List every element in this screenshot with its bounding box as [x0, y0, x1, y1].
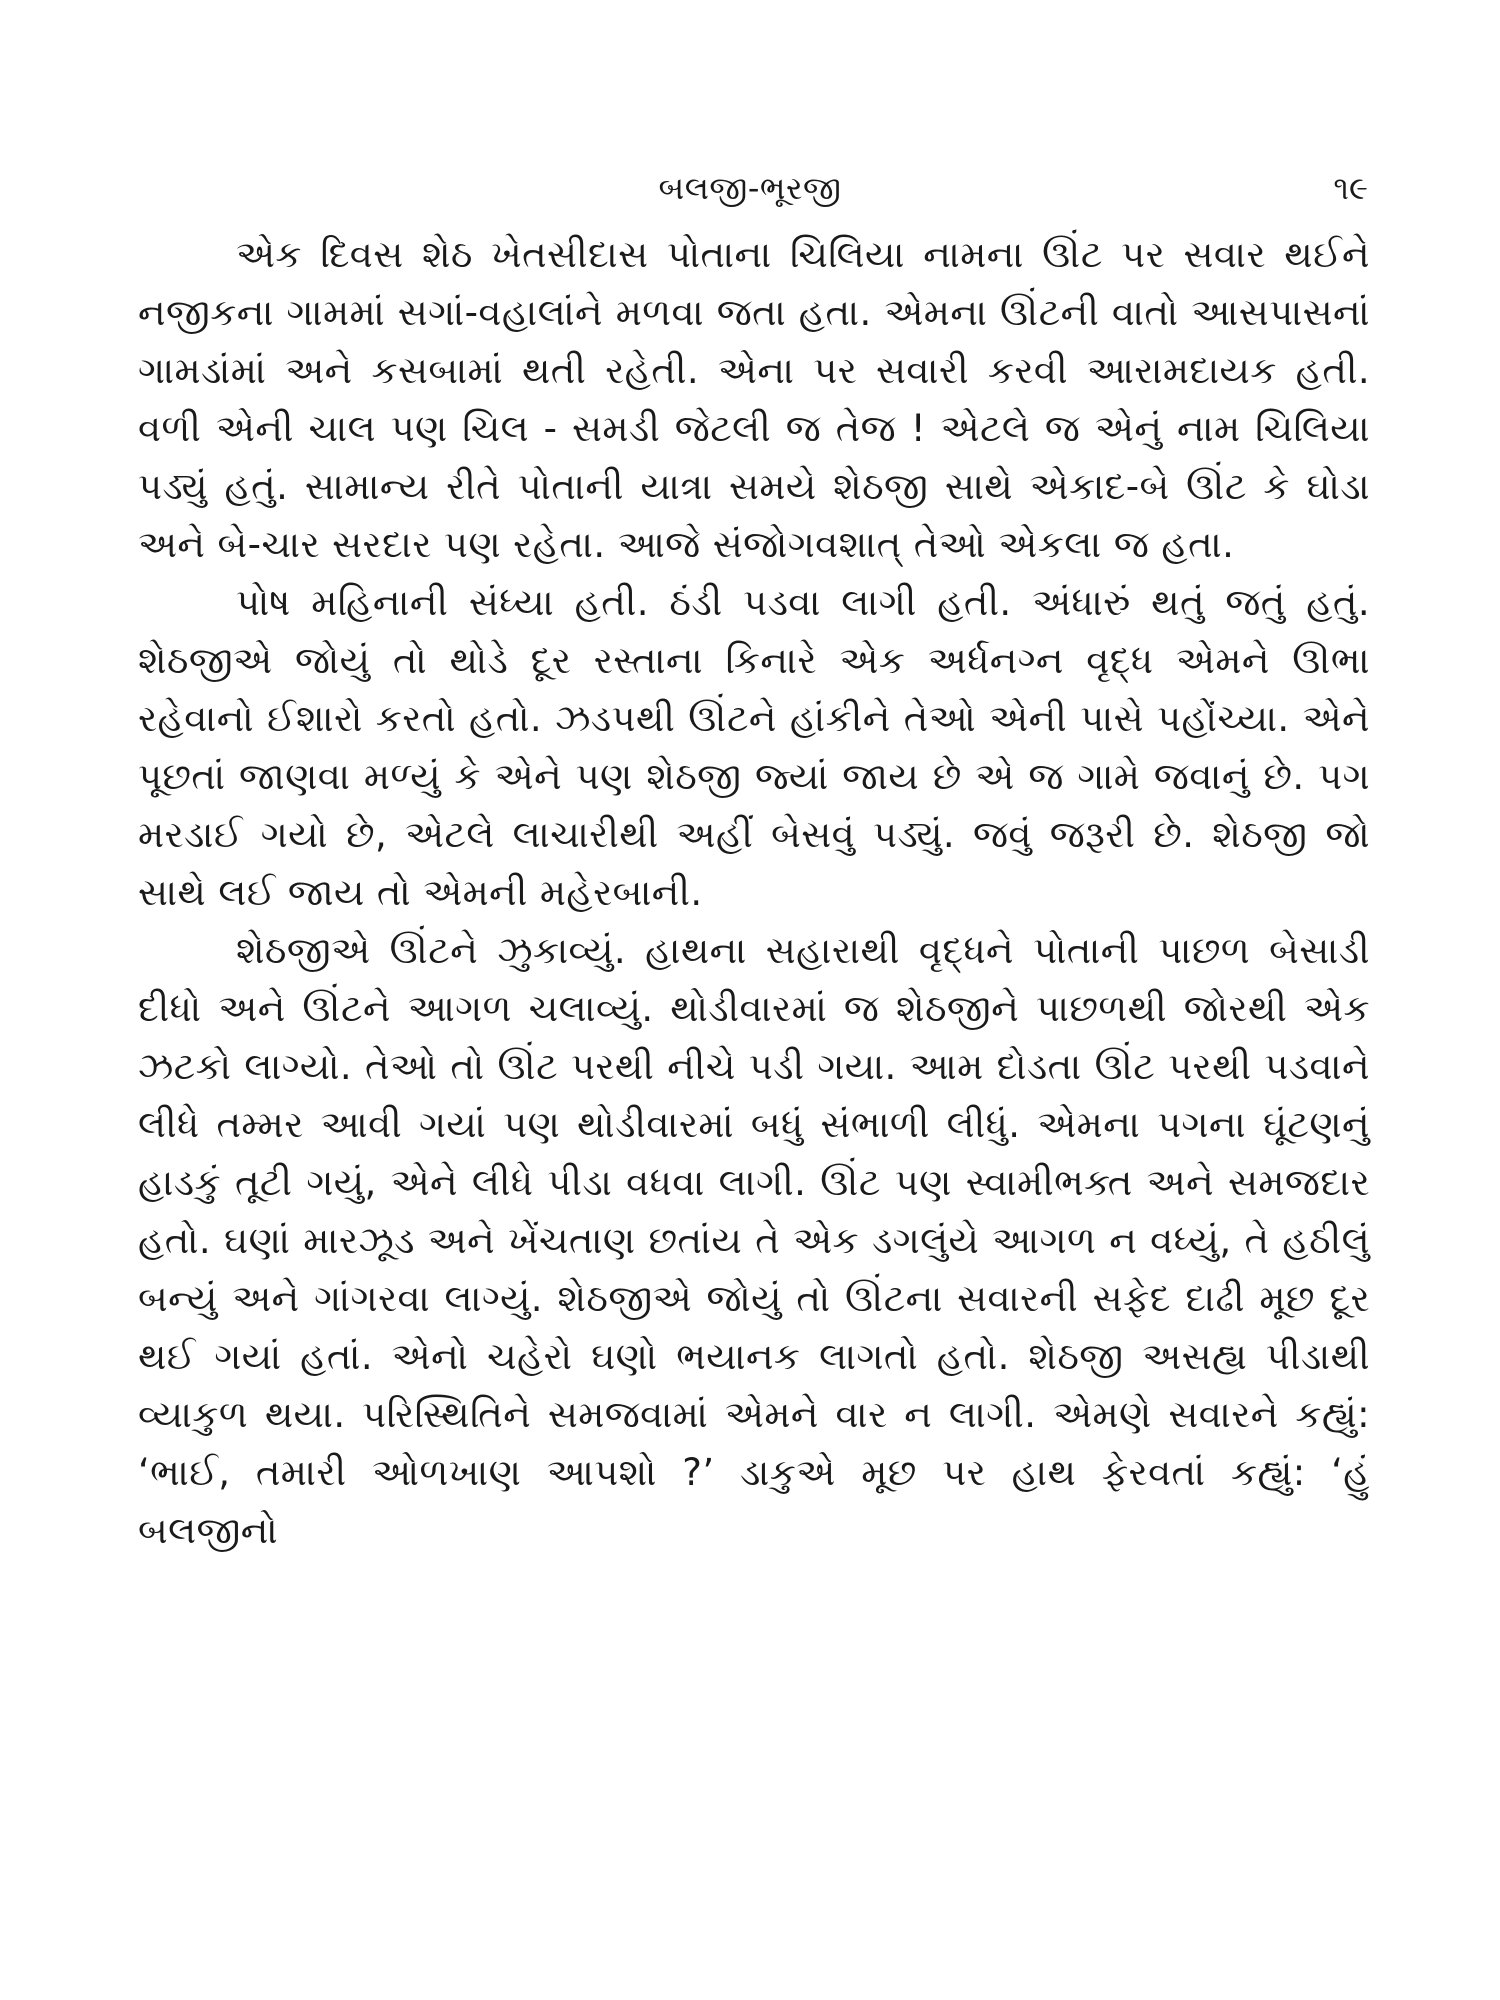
body-text — [138, 226, 1370, 1560]
running-header — [0, 158, 1500, 218]
paragraph-2: પોષ મહિનાની સંધ્યા હતી. ઠંડી પડવા લાગી હતી. અંધારું થતું જતું હતું. શેઠજીએ જોયું તો થોડે દૂર રસ્તાના કિનારે એક અર્ધનગ્ન વૃદ્ધ એમને ઊભા રહેવાનો ઈશારો કરતો હતો. ઝડપથી ઊંટને હાંકીને તેઓ એની પાસે પહોંચ્યા. એને પૂછતાં જાણવા મળ્યું કે એને પણ શેઠજી જ્યાં જાય છે એ જ ગામે જવાનું છે. પગ મરડાઈ ગયો છે, એટલે લાચારીથી અહીં બેસવું પડ્યું. જવું જરૂરી છે. શેઠજી જો સાથે લઈ જાય તો એમની મહેરબાની. — [138, 581, 1370, 914]
paragraph-1: એક દિવસ શેઠ ખેતસીદાસ પોતાના ચિલિયા નામના ઊંટ પર સવાર થઈને નજીકના ગામમાં સગાં-વહાલાંને મળવા જતા હતા. એમના ઊંટની વાતો આસપાસનાં ગામડાંમાં અને કસબામાં થતી રહેતી. એના પર સવારી કરવી આરામદાયક હતી. વળી એની ચાલ પણ ચિલ - સમડી જેટલી જ તેજ ! એટલે જ એનું નામ ચિલિયા પડ્યું હતું. સામાન્ય રીતે પોતાની યાત્રા સમયે શેઠજી સાથે એકાદ-બે ઊંટ કે ઘોડા અને બે-ચાર સરદાર પણ રહેતા. આજે સંજોગવશાત્ તેઓ એકલા જ હતા. — [138, 233, 1370, 566]
page-number: ૧૯ — [1333, 169, 1368, 207]
running-title: બલજી-ભૂરજી — [658, 169, 842, 207]
paragraph-3: શેઠજીએ ઊંટને ઝુકાવ્યું. હાથના સહારાથી વૃદ્ધને પોતાની પાછળ બેસાડી દીધો અને ઊંટને આગળ ચલાવ્યું. થોડીવારમાં જ શેઠજીને પાછળથી જોરથી એક ઝટકો લાગ્યો. તેઓ તો ઊંટ પરથી નીચે પડી ગયા. આમ દોડતા ઊંટ પરથી પડવાને લીધે તમ્મર આવી ગયાં પણ થોડીવારમાં બધું સંભાળી લીધું. એમના પગના ઘૂંટણનું હાડકું તૂટી ગયું, એને લીધે પીડા વધવા લાગી. ઊંટ પણ સ્વામીભક્ત અને સમજદાર હતો. ઘણાં મારઝૂડ અને ખેંચતાણ છતાંય તે એક ડગલુંયે આગળ ન વધ્યું, તે હઠીલું બન્યું અને ગાંગરવા લાગ્યું. શેઠજીએ જોયું તો ઊંટના સવારની સફેદ દાઢી મૂછ દૂર થઈ ગયાં હતાં. એનો ચહેરો ઘણો ભયાનક લાગતો હતો. શેઠજી અસહ્ય પીડાથી વ્યાકુળ થયા. પરિસ્થિતિને સમજવામાં એમને વાર ન લાગી. એમણે સવારને કહ્યું: ‘ભાઈ, તમારી ઓળખાણ આપશો ?’ ડાકુએ મૂછ પર હાથ ફેરવતાં કહ્યું: ‘હું બલજીનો — [138, 929, 1370, 1552]
